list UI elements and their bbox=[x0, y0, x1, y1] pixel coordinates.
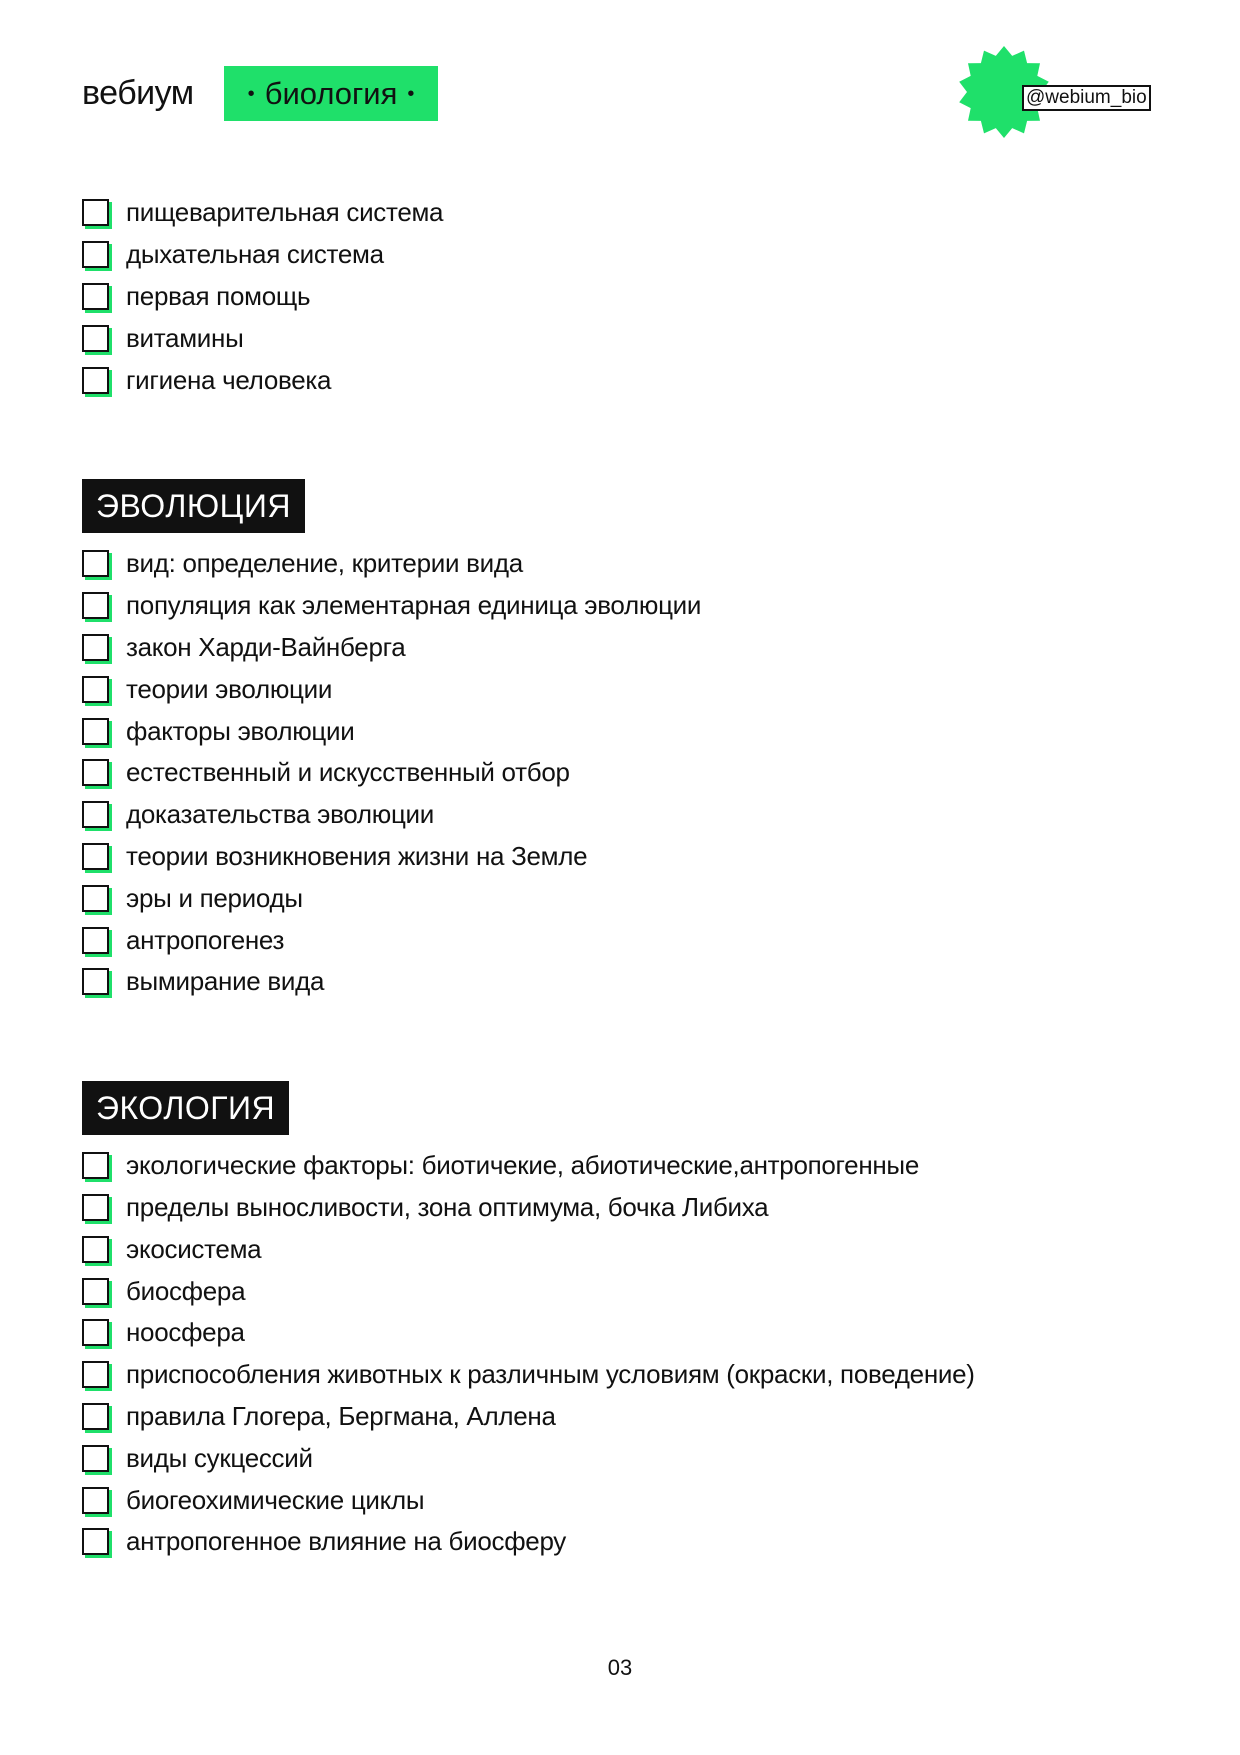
checklist-section bbox=[82, 192, 1162, 401]
section-title: ЭВОЛЮЦИЯ bbox=[82, 479, 305, 533]
checkbox-icon[interactable] bbox=[82, 718, 109, 745]
checklist-item-label: вымирание вида bbox=[126, 966, 325, 997]
checklist-item-label: пределы выносливости, зона оптимума, бочка Либиха bbox=[126, 1191, 769, 1222]
checkbox-icon[interactable] bbox=[82, 241, 109, 268]
checklist bbox=[82, 192, 1162, 1641]
checklist-item-label: первая помощь bbox=[126, 280, 311, 311]
checkbox-icon[interactable] bbox=[82, 325, 109, 352]
checklist-item-label: приспособления животных к различным условиям (окраски, поведение) bbox=[126, 1359, 975, 1390]
checklist-item bbox=[82, 276, 1162, 318]
checklist-item bbox=[82, 585, 1162, 627]
checklist-item-label: вид: определение, критерии вида bbox=[126, 548, 523, 579]
checkbox-icon[interactable] bbox=[82, 592, 109, 619]
checkbox-icon[interactable] bbox=[82, 1528, 109, 1555]
checklist-item bbox=[82, 359, 1162, 401]
checklist-item bbox=[82, 1145, 1162, 1187]
checklist-item bbox=[82, 543, 1162, 585]
subject-badge bbox=[224, 66, 439, 121]
checkbox-icon[interactable] bbox=[82, 367, 109, 394]
checklist-item bbox=[82, 1270, 1162, 1312]
checkbox-icon[interactable] bbox=[82, 283, 109, 310]
checklist-item-label: гигиена человека bbox=[126, 364, 332, 395]
checklist-item bbox=[82, 1228, 1162, 1270]
checkbox-icon[interactable] bbox=[82, 885, 109, 912]
brand-logo-text: вебиум bbox=[82, 74, 194, 112]
checkbox-icon[interactable] bbox=[82, 1236, 109, 1263]
checklist-item-label: правила Глогера, Бергмана, Аллена bbox=[126, 1400, 556, 1431]
checklist-item-label: доказательства эволюции bbox=[126, 799, 434, 830]
checklist-item bbox=[82, 836, 1162, 878]
checklist-item bbox=[82, 668, 1162, 710]
checklist-item-label: экосистема bbox=[126, 1233, 262, 1264]
checkbox-icon[interactable] bbox=[82, 1319, 109, 1346]
checkbox-icon[interactable] bbox=[82, 1194, 109, 1221]
checklist-item-label: виды сукцессий bbox=[126, 1442, 313, 1473]
checklist-item-label: естественный и искусственный отбор bbox=[126, 757, 570, 788]
checklist-item bbox=[82, 877, 1162, 919]
checklist-item bbox=[82, 1521, 1162, 1563]
checklist-item bbox=[82, 919, 1162, 961]
checkbox-icon[interactable] bbox=[82, 1445, 109, 1472]
checkbox-icon[interactable] bbox=[82, 843, 109, 870]
checkbox-icon[interactable] bbox=[82, 1361, 109, 1388]
checkbox-icon[interactable] bbox=[82, 1278, 109, 1305]
checkbox-icon[interactable] bbox=[82, 759, 109, 786]
checklist-item bbox=[82, 794, 1162, 836]
checklist-item-label: биосфера bbox=[126, 1275, 246, 1306]
checklist-item bbox=[82, 317, 1162, 359]
checkbox-icon[interactable] bbox=[82, 968, 109, 995]
checkbox-icon[interactable] bbox=[82, 199, 109, 226]
checklist-item-label: факторы эволюции bbox=[126, 715, 355, 746]
checklist-item-label: биогеохимические циклы bbox=[126, 1484, 425, 1515]
checklist-item-label: ноосфера bbox=[126, 1317, 245, 1348]
checklist-item-label: витамины bbox=[126, 322, 244, 353]
checkbox-icon[interactable] bbox=[82, 801, 109, 828]
checklist-item bbox=[82, 1437, 1162, 1479]
checklist-item bbox=[82, 627, 1162, 669]
checkbox-icon[interactable] bbox=[82, 550, 109, 577]
checkbox-icon[interactable] bbox=[82, 1152, 109, 1179]
checkbox-icon[interactable] bbox=[82, 634, 109, 661]
checklist-item bbox=[82, 234, 1162, 276]
checklist-item-label: антропогенное влияние на биосферу bbox=[126, 1526, 567, 1557]
checklist-item bbox=[82, 192, 1162, 234]
checklist-item-label: дыхательная система bbox=[126, 239, 384, 270]
page-number: 03 bbox=[607, 1655, 633, 1680]
checklist-item-label: теории эволюции bbox=[126, 673, 333, 704]
checklist-item bbox=[82, 1312, 1162, 1354]
checklist-item bbox=[82, 1396, 1162, 1438]
section-title: ЭКОЛОГИЯ bbox=[82, 1081, 289, 1135]
checklist-item-label: теории возникновения жизни на Земле bbox=[126, 840, 588, 871]
checklist-item-label: эры и периоды bbox=[126, 882, 303, 913]
checklist-item bbox=[82, 752, 1162, 794]
checklist-section bbox=[82, 1081, 1162, 1563]
checkbox-icon[interactable] bbox=[82, 1487, 109, 1514]
social-handle: @webium_bio bbox=[1022, 85, 1151, 111]
checklist-item bbox=[82, 1479, 1162, 1521]
checkbox-icon[interactable] bbox=[82, 1403, 109, 1430]
checklist-item bbox=[82, 1354, 1162, 1396]
checklist-item-label: популяция как элементарная единица эволюции bbox=[126, 590, 702, 621]
checkbox-icon[interactable] bbox=[82, 927, 109, 954]
checklist-item bbox=[82, 710, 1162, 752]
social-badge bbox=[956, 44, 1166, 140]
header bbox=[82, 66, 438, 121]
bullet-dot-icon: • bbox=[407, 83, 415, 105]
bullet-dot-icon: • bbox=[247, 83, 255, 105]
checklist-item-label: антропогенез bbox=[126, 924, 285, 955]
checklist-item bbox=[82, 961, 1162, 1003]
checklist-item-label: закон Харди-Вайнберга bbox=[126, 631, 406, 662]
checklist-item-label: экологические факторы: биотичекие, абиотические,антропогенные bbox=[126, 1150, 919, 1181]
checklist-item-label: пищеварительная система bbox=[126, 197, 444, 228]
checklist-item bbox=[82, 1187, 1162, 1229]
checkbox-icon[interactable] bbox=[82, 676, 109, 703]
subject-label: биология bbox=[264, 75, 398, 111]
checklist-section bbox=[82, 479, 1162, 1003]
